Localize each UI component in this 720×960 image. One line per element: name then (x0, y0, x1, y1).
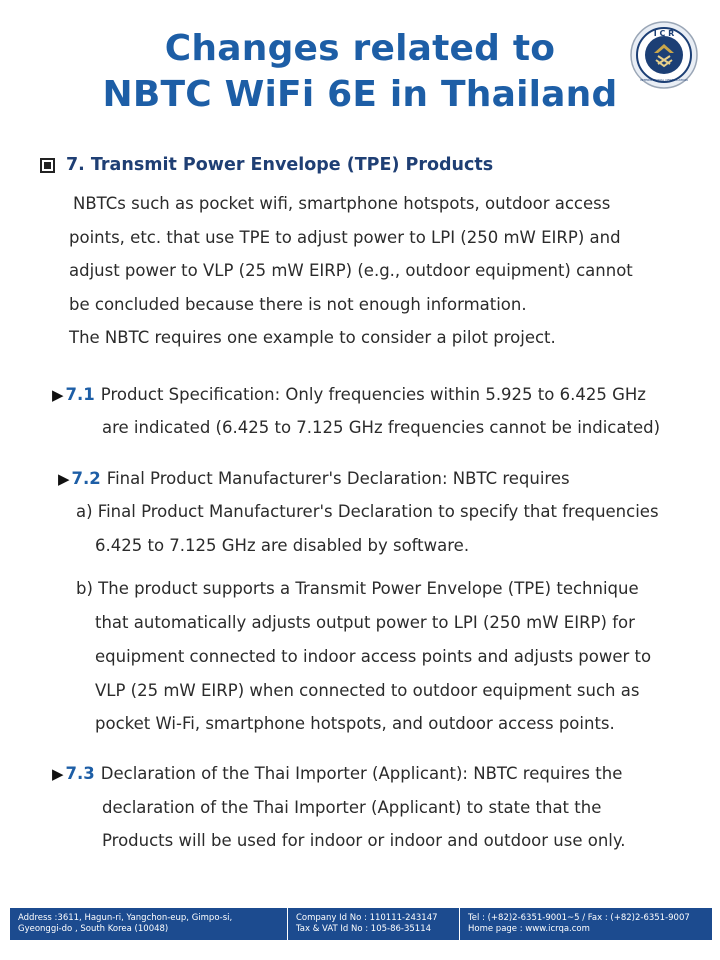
item-text: Product Specification: Only frequencies within 5.925 to 6.425 GHz (100, 385, 646, 404)
footer-contact (460, 908, 712, 940)
page-title (0, 26, 720, 118)
intro-line: points, etc. that use TPE to adjust power to LPI (250 mW EIRP) and (69, 227, 621, 247)
footer-company-line: Company Id No : 110111-243147 (296, 913, 438, 923)
item-7-2-b-cont: VLP (25 mW EIRP) when connected to outdoor equipment such as (95, 681, 640, 700)
svg-text:I C R: I C R (653, 29, 675, 38)
item-text: Final Product Manufacturer's Declaration: NBTC requires (106, 469, 570, 488)
triangle-right-icon: ▶ (52, 765, 64, 783)
section-heading-text: 7. Transmit Power Envelope (TPE) Products (66, 155, 494, 175)
item-7-1-cont: are indicated (6.425 to 7.125 GHz frequencies cannot be indicated) (102, 418, 661, 437)
intro-line: adjust power to VLP (25 mW EIRP) (e.g., outdoor equipment) cannot (69, 261, 633, 280)
title-line-2: NBTC WiFi 6E in Thailand (102, 74, 618, 115)
footer-homepage-link[interactable]: Home page : www.icrqa.com (468, 924, 590, 934)
item-7-3 (52, 757, 622, 791)
item-7-2-b-cont: equipment connected to indoor access points and adjusts power to (95, 647, 652, 666)
intro-line: The NBTC requires one example to consider a pilot project. (69, 328, 556, 347)
svg-text:INTERNATIONAL CERTIFICATION: INTERNATIONAL CERTIFICATION (640, 78, 688, 82)
item-number: 7.3 (65, 764, 95, 783)
footer-bar (10, 908, 712, 940)
item-7-2-b: b) The product supports a Transmit Power Envelope (TPE) technique (76, 579, 639, 598)
triangle-right-icon: ▶ (52, 386, 64, 404)
checkbox-square-icon (40, 158, 55, 173)
item-number: 7.1 (65, 385, 95, 404)
footer-contact-line: Tel : (+82)2-6351-9001~5 / Fax : (+82)2-6351-9007 (468, 913, 690, 923)
item-7-2-b-cont: pocket Wi-Fi, smartphone hotspots, and outdoor access points. (95, 714, 615, 733)
intro-line: NBTCs such as pocket wifi, smartphone hotspots, outdoor access (73, 194, 611, 213)
intro-line: be concluded because there is not enough information. (69, 294, 527, 314)
intro-paragraph (69, 187, 633, 355)
item-7-2-a: a) Final Product Manufacturer's Declaration to specify that frequencies (76, 502, 659, 521)
footer-company (288, 908, 460, 940)
footer-address-line: Gyeonggi-do , South Korea (10048) (18, 924, 169, 934)
triangle-right-icon: ▶ (58, 470, 70, 488)
item-7-1 (52, 378, 646, 412)
title-line-1: Changes related to (164, 28, 556, 69)
item-number: 7.2 (71, 469, 101, 488)
footer-company-line: Tax & VAT Id No : 105-86-35114 (296, 924, 432, 934)
footer-address-line: Address :3611, Hagun-ri, Yangchon-eup, Gimpo-si, (18, 913, 233, 923)
icr-logo-icon (629, 20, 699, 90)
item-7-2-a-cont: 6.425 to 7.125 GHz are disabled by software. (95, 536, 470, 555)
item-7-3-cont: Products will be used for indoor or indoor and outdoor use only. (102, 831, 626, 850)
item-text: Declaration of the Thai Importer (Applicant): NBTC requires the (100, 764, 623, 783)
section-heading (40, 155, 493, 175)
item-7-2 (58, 462, 570, 496)
footer-address (10, 908, 288, 940)
item-7-3-cont: declaration of the Thai Importer (Applicant) to state that the (102, 798, 602, 817)
item-7-2-b-cont: that automatically adjusts output power to LPI (250 mW EIRP) for (95, 613, 635, 632)
